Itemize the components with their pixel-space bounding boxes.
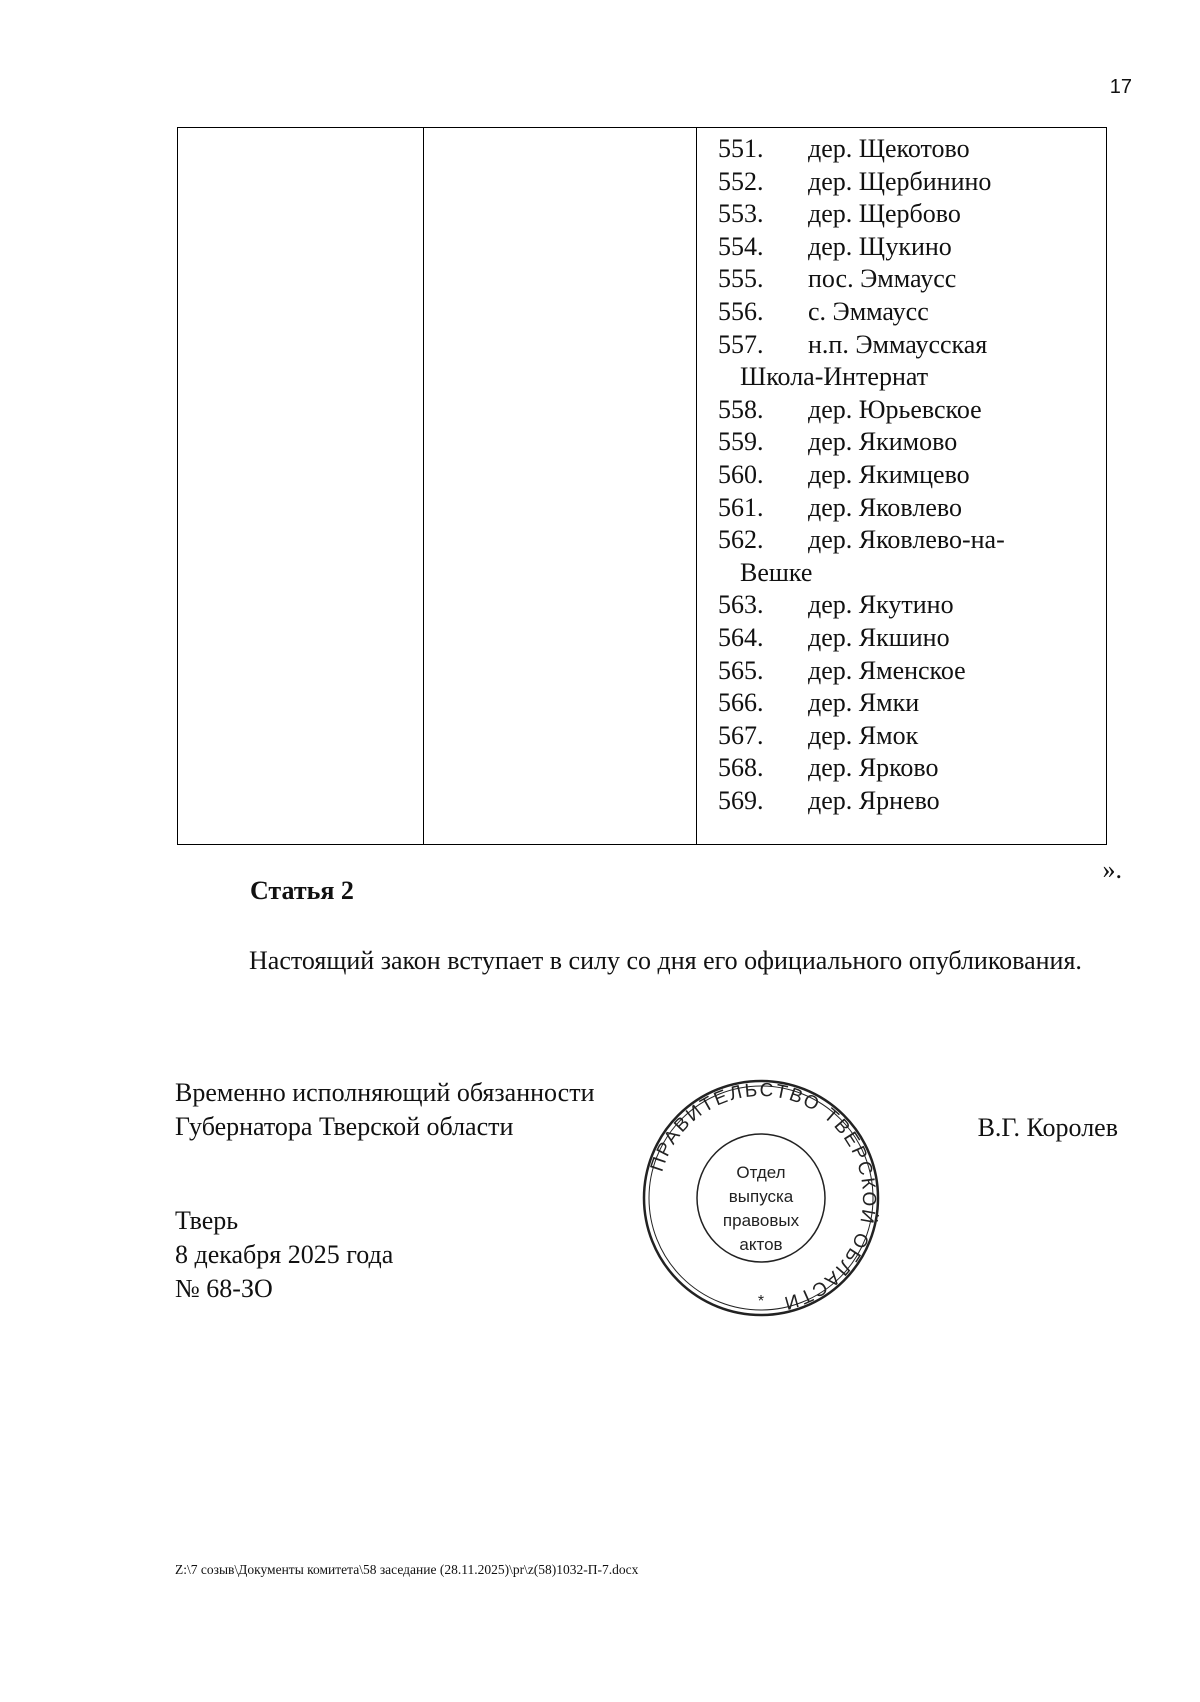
list-item-number: 558.: [718, 394, 764, 424]
list-item-number: 566.: [718, 688, 764, 718]
signer-title-line: Временно исполняющий обязанности: [175, 1078, 595, 1107]
list-item-name: дер. Яковлево: [808, 492, 962, 522]
signer-title: [175, 1076, 595, 1144]
list-item-number: 561.: [718, 492, 764, 522]
list-item-number: 551.: [718, 134, 764, 163]
settlements-table: [177, 127, 1107, 845]
list-item: [718, 622, 1098, 655]
list-item: [718, 785, 1098, 818]
column-divider: [696, 128, 697, 844]
city: Тверь: [175, 1206, 239, 1235]
list-item: [718, 752, 1098, 785]
closing-quote: ».: [1102, 855, 1122, 884]
date: 8 декабря 2025 года: [175, 1240, 394, 1269]
list-item-name: пос. Эммаусс: [808, 264, 957, 294]
list-item-number: 554.: [718, 231, 764, 261]
list-item-name: дер. Ярково: [808, 753, 939, 783]
list-item: [718, 687, 1098, 720]
list-item-name: дер. Ярнево: [808, 785, 940, 815]
list-item: [718, 426, 1098, 459]
list-item: [718, 720, 1098, 753]
list-item-name: н.п. Эммаусская: [808, 329, 988, 359]
seal-inner-line: выпуска: [728, 1187, 794, 1206]
list-item: [718, 394, 1098, 427]
list-item-name: дер. Щербинино: [808, 166, 992, 196]
list-item: [718, 655, 1098, 688]
article-title: Статья 2: [250, 876, 354, 905]
list-item-continuation: Школа-Интернат: [740, 362, 929, 392]
list-item-number: 560.: [718, 459, 764, 489]
seal-inner-line: актов: [739, 1235, 783, 1254]
list-item-name: дер. Якшино: [808, 622, 950, 652]
list-item: [718, 459, 1098, 492]
list-item-name: с. Эммаусс: [808, 296, 929, 326]
list-item: [718, 524, 1098, 557]
article-text-content: Настоящий закон вступает в силу со дня его официального опубликования.: [249, 946, 1082, 975]
list-item-name: дер. Якутино: [808, 590, 954, 620]
seal-inner-line: правовых: [722, 1211, 800, 1230]
signer-name: В.Г. Королев: [977, 1113, 1118, 1142]
place-date-block: [175, 1204, 393, 1306]
seal-outer-text: ПРАВИТЕЛЬСТВО ТВЕРСКОЙ ОБЛАСТИ: [646, 1079, 880, 1314]
seal-star: *: [757, 1293, 765, 1310]
seal-inner-line: Отдел: [736, 1163, 786, 1182]
list-item-name: дер. Юрьевское: [808, 394, 982, 424]
page-number: 17: [1109, 76, 1132, 98]
list-item-number: 567.: [718, 720, 764, 750]
list-item: [718, 296, 1098, 329]
article-text: [175, 944, 1129, 978]
list-item-number: 555.: [718, 264, 764, 294]
list-item: [718, 166, 1098, 199]
list-item-name: дер. Щукино: [808, 231, 952, 261]
official-seal-stamp: [641, 1078, 881, 1318]
column-divider: [423, 128, 424, 844]
list-item-name: дер. Ямки: [808, 688, 920, 718]
list-item-number: 563.: [718, 590, 764, 620]
footer-file-path: Z:\7 созыв\Документы комитета\58 заседание (28.11.2025)\pr\z(58)1032-П-7.docx: [175, 1562, 639, 1577]
law-number: № 68-ЗО: [175, 1274, 273, 1303]
list-item-name: дер. Яменское: [808, 655, 966, 685]
list-item-number: 568.: [718, 753, 764, 783]
list-item-number: 559.: [718, 427, 764, 457]
list-item-name: дер. Яковлево-на-: [808, 525, 1005, 555]
signer-title-line: Губернатора Тверской области: [175, 1112, 514, 1141]
list-item-name: дер. Щекотово: [808, 134, 970, 163]
list-item-continuation: Вешке: [740, 557, 813, 587]
list-item: [718, 589, 1098, 622]
list-item-name: дер. Ямок: [808, 720, 919, 750]
list-item-number: 569.: [718, 785, 764, 815]
list-item-number: 565.: [718, 655, 764, 685]
list-item-number: 562.: [718, 525, 764, 555]
list-item-number: 564.: [718, 622, 764, 652]
list-item-name: дер. Щербово: [808, 199, 961, 229]
list-item-number: 552.: [718, 166, 764, 196]
list-item: [718, 492, 1098, 525]
list-item: [718, 231, 1098, 264]
list-item: [718, 133, 1098, 166]
list-item: [718, 198, 1098, 231]
list-item: [718, 329, 1098, 362]
settlements-list: [718, 133, 1098, 817]
list-item-name: дер. Якимцево: [808, 459, 970, 489]
list-item: [718, 263, 1098, 296]
list-item-number: 557.: [718, 329, 764, 359]
list-item-name: дер. Якимово: [808, 427, 958, 457]
list-item-number: 553.: [718, 199, 764, 229]
list-item-number: 556.: [718, 296, 764, 326]
